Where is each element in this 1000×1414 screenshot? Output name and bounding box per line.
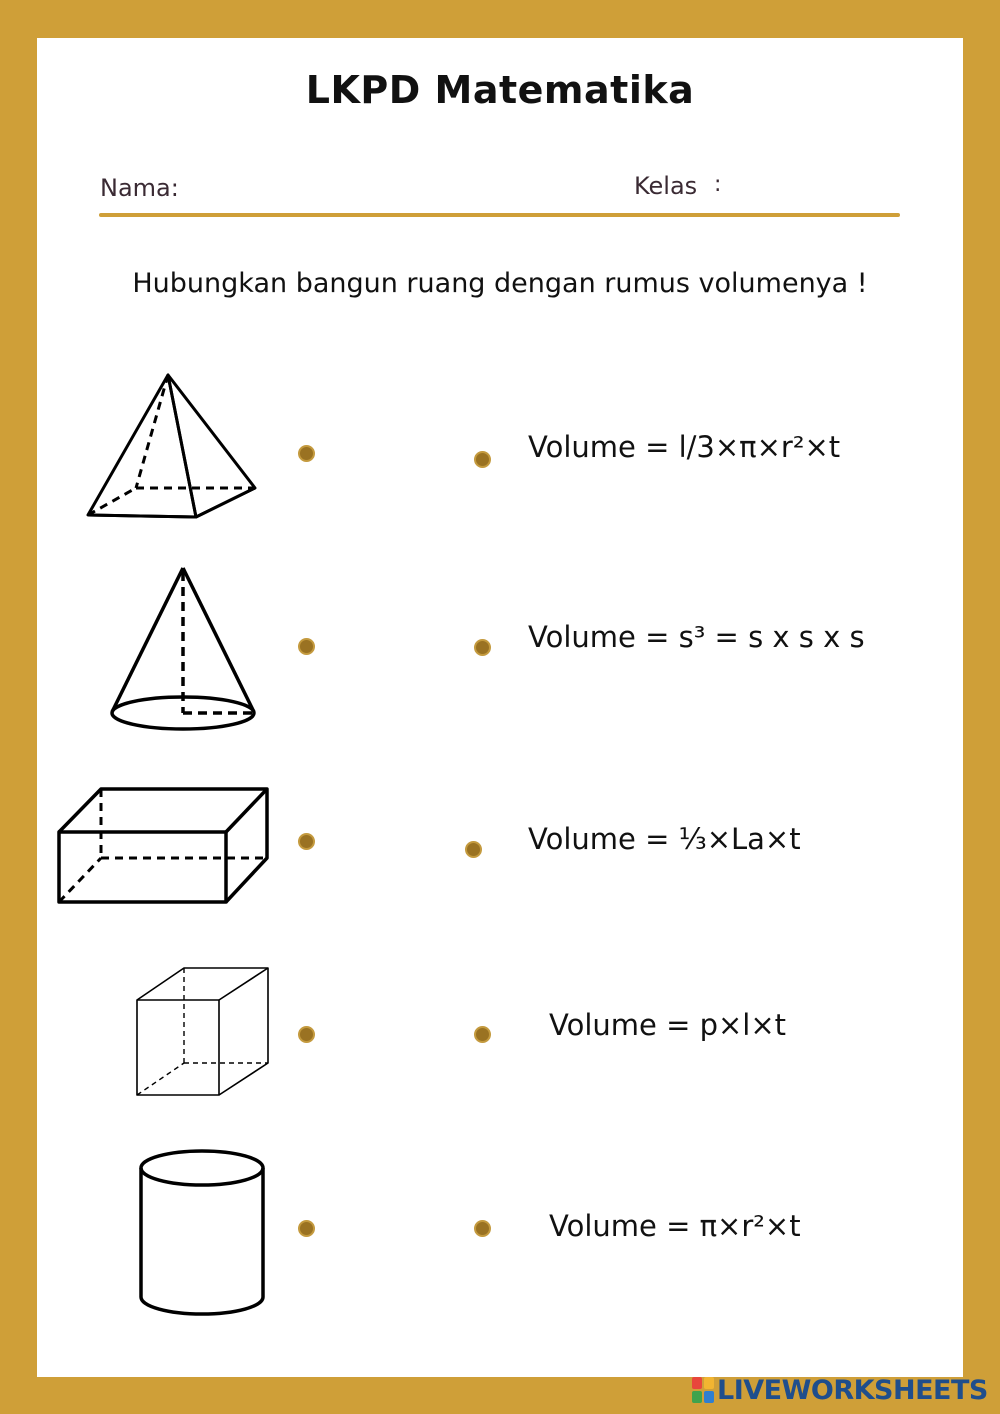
brand-name: LIVEWORKSHEETS [717,1374,988,1406]
liveworksheets-logo-icon [692,1377,714,1403]
cube-icon [130,960,275,1102]
header-divider [99,213,900,217]
formula-connector-dot[interactable] [474,639,491,656]
shape-connector-dot[interactable] [298,1220,315,1237]
instruction-text: Hubungkan bangun ruang dengan rumus volumenya ! [132,268,868,299]
volume-formula: Volume = p×l×t [549,1008,787,1042]
liveworksheets-watermark [692,1374,988,1406]
name-field-label: Nama: [100,174,179,202]
shape-connector-dot[interactable] [298,1026,315,1043]
shape-connector-dot[interactable] [298,833,315,850]
class-field-colon: : [714,172,722,197]
shape-connector-dot[interactable] [298,445,315,462]
formula-connector-dot[interactable] [474,1026,491,1043]
formula-connector-dot[interactable] [474,1220,491,1237]
class-field-label: Kelas [634,172,698,200]
formula-connector-dot[interactable] [474,451,491,468]
page-title: LKPD Matematika [305,68,695,112]
volume-formula: Volume = π×r²×t [549,1209,801,1243]
cylinder-icon [132,1142,274,1322]
shape-connector-dot[interactable] [298,638,315,655]
volume-formula: Volume = l/3×π×r²×t [528,430,841,464]
rectangular-prism-icon [52,780,277,910]
square-pyramid-icon [80,368,270,523]
volume-formula: Volume = s³ = s x s x s [528,620,865,654]
cone-icon [100,560,270,735]
formula-connector-dot[interactable] [465,841,482,858]
volume-formula: Volume = ⅓×La×t [528,822,801,856]
